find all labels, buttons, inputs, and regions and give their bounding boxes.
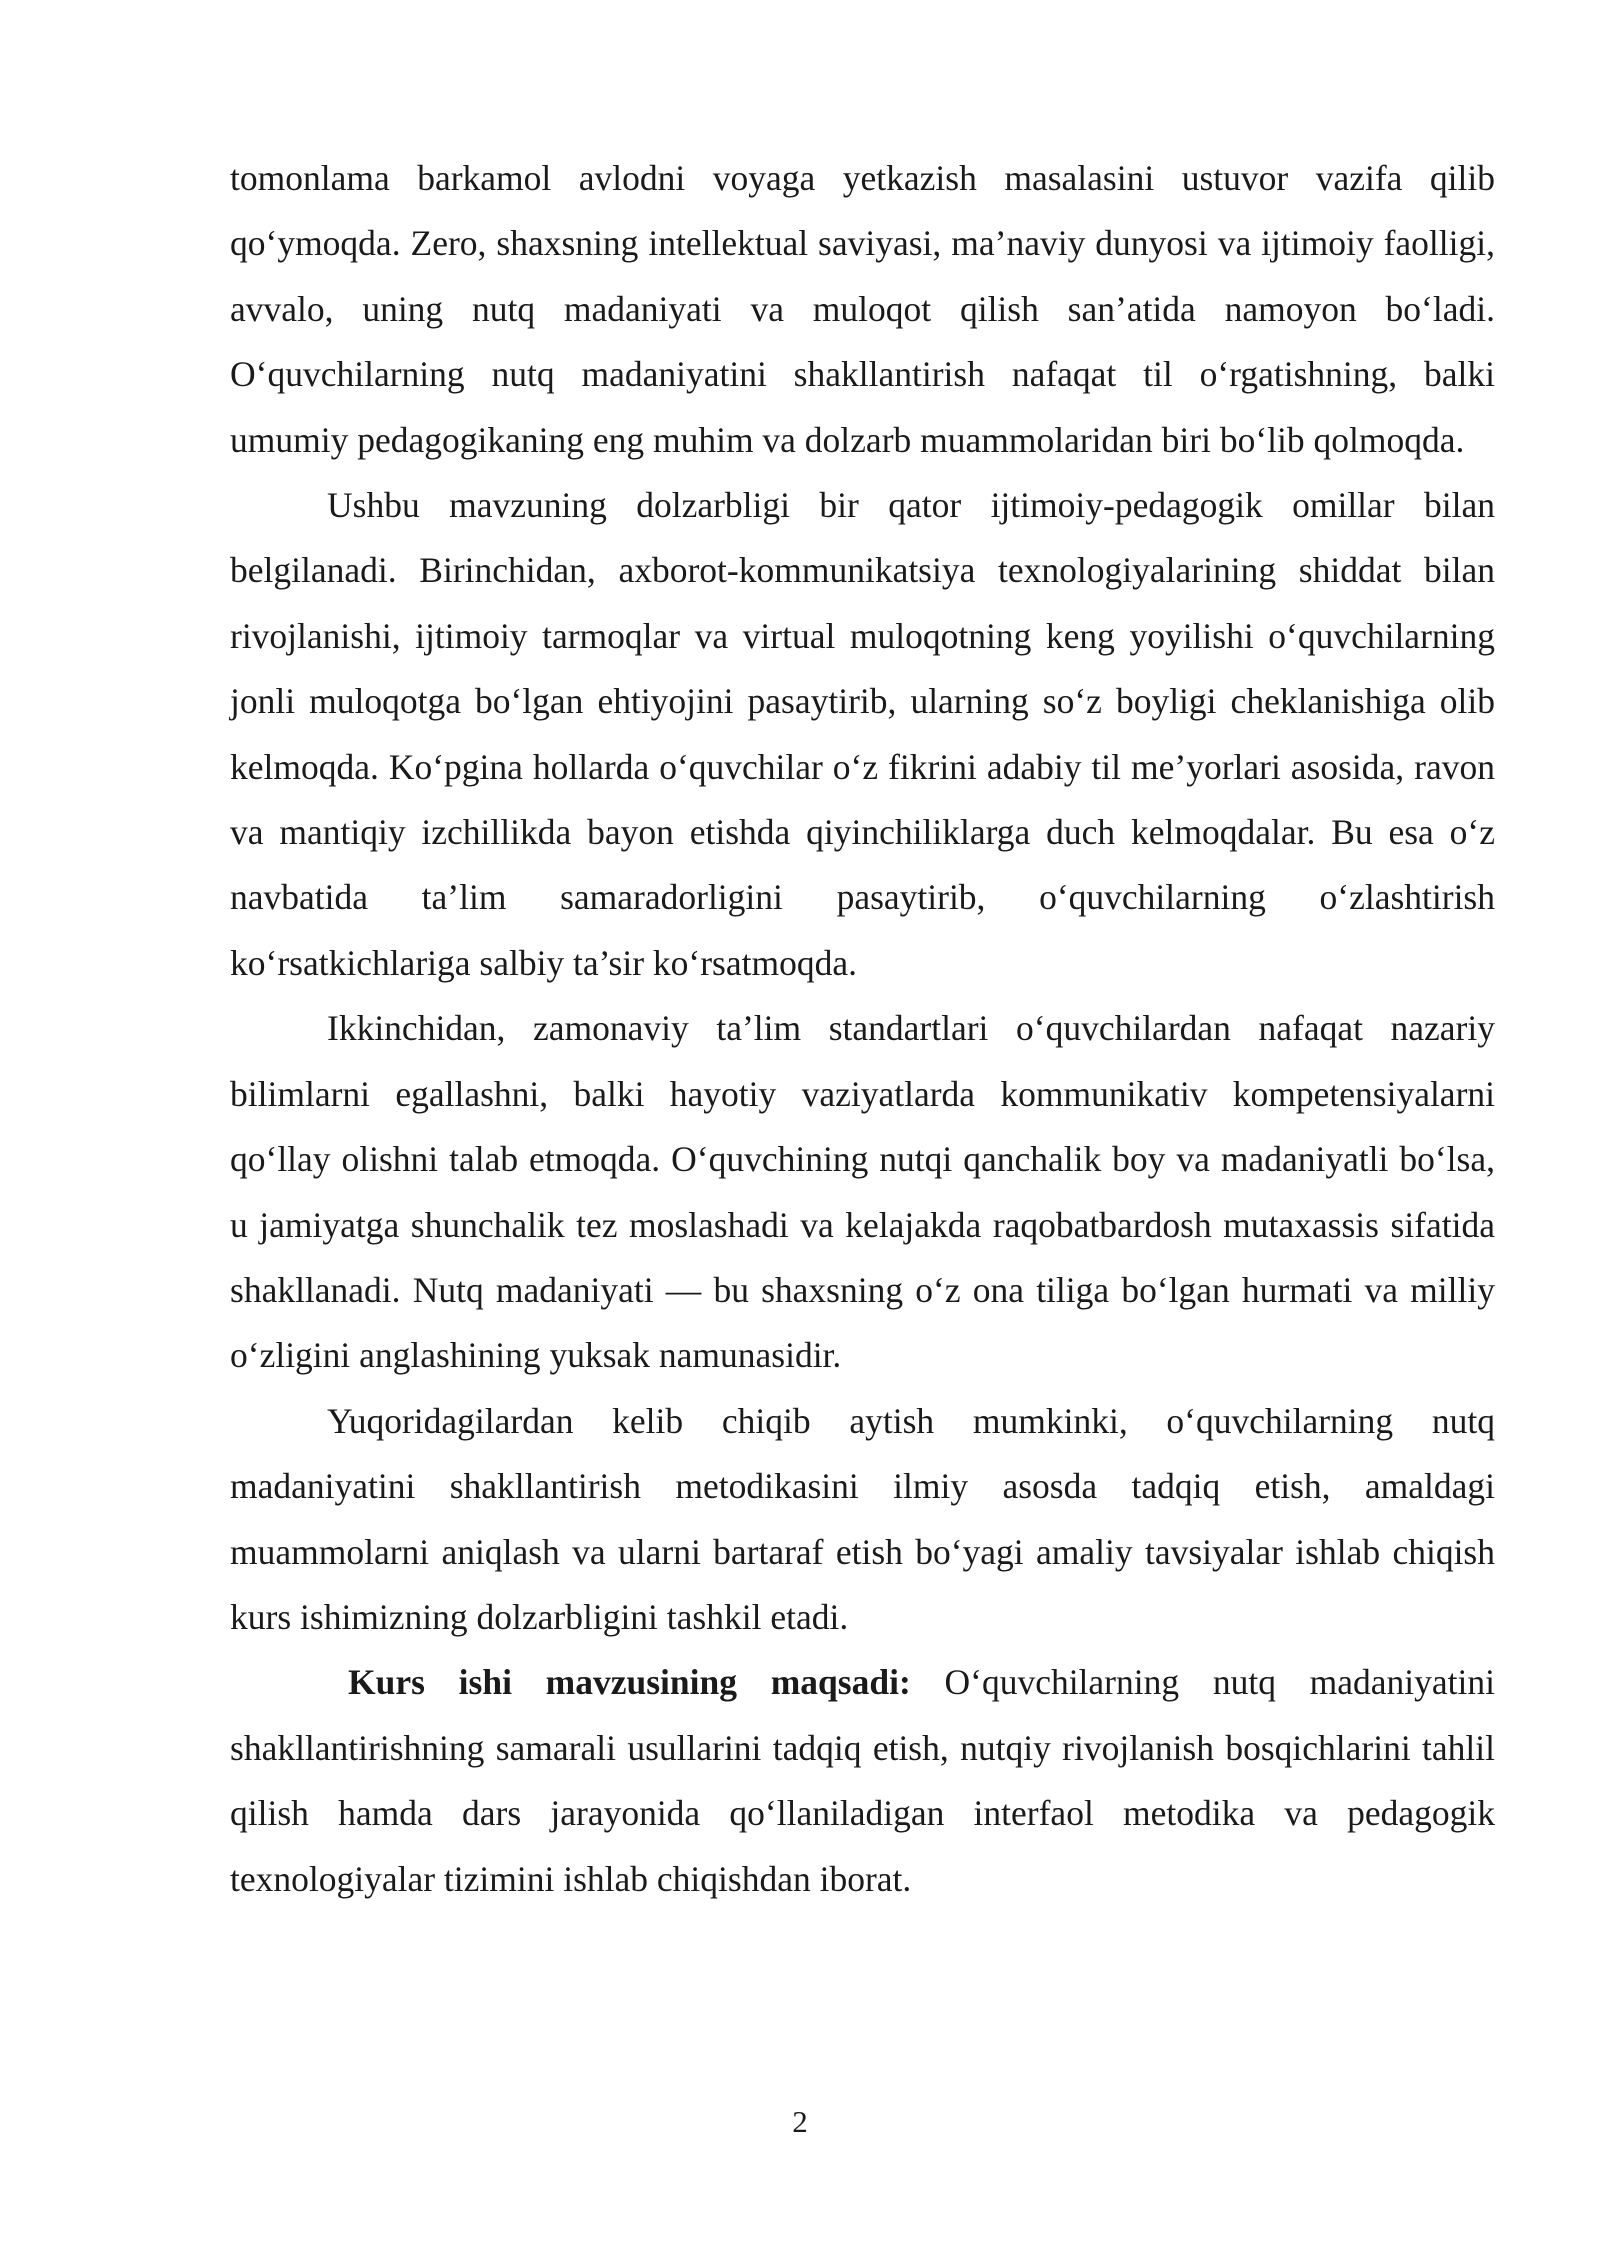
paragraph-second-reason: Ikkinchidan, zamonaviy ta’lim standartlari o‘quvchilardan nafaqat nazariy bilimlarni egallashni, balki hayotiy vaziyatlarda kommunikativ kompetensiyalarni qo‘llay olishni talab etmoqda. O‘quvchining nutqi qanchalik boy va madaniyatli bo‘lsa, u jamiyatga shunchalik tez moslashadi va kelajakda raqobatbardosh mutaxassis sifatida shakllanadi. Nutq madaniyati — bu shaxsning o‘z ona tiliga bo‘lgan hurmati va milliy o‘zligini anglashining yuksak namunasidir. (230, 1008, 1495, 1376)
paragraph-relevance: Ushbu mavzuning dolzarbligi bir qator ijtimoiy-pedagogik omillar bilan belgilanadi. Birinchidan, axborot-kommunikatsiya texnologiyalarining shiddat bilan rivojlanishi, ijtimoiy tarmoqlar va virtual muloqotning keng yoyilishi o‘quvchilarning jonli muloqotga bo‘lgan ehtiyojini pasaytirib, ularning so‘z boyligi cheklanishiga olib kelmoqda. Ko‘pgina hollarda o‘quvchilar o‘z fikrini adabiy til me’yorlari asosida, ravon va mantiqiy izchillikda bayon etishda qiyinchiliklarga duch kelmoqdalar. Bu esa o‘z navbatida ta’lim samaradorligini pasaytirib, o‘quvchilarning o‘zlashtirish ko‘rsatkichlariga salbiy ta’sir ko‘rsatmoqda. (230, 485, 1495, 983)
document-body (230, 146, 1495, 1912)
paragraph-intro-continuation: tomonlama barkamol avlodni voyaga yetkazish masalasini ustuvor vazifa qilib qo‘ymoqda. Zero, shaxsning intellektual saviyasi, ma’naviy dunyosi va ijtimoiy faolligi, avvalo, uning nutq madaniyati va muloqot qilish san’atida namoyon bo‘ladi. O‘quvchilarning nutq madaniyatini shakllantirish nafaqat til o‘rgatishning, balki umumiy pedagogikaning eng muhim va dolzarb muammolaridan biri bo‘lib qolmoqda. (230, 158, 1495, 460)
paragraph-conclusion: Yuqoridagilardan kelib chiqib aytish mumkinki, o‘quvchilarning nutq madaniyatini shakllantirish metodikasini ilmiy asosda tadqiq etish, amaldagi muammolarni aniqlash va ularni bartaraf etish bo‘yagi amaliy tavsiyalar ishlab chiqish kurs ishimizning dolzarbligini tashkil etadi. (230, 1400, 1495, 1637)
paragraph-goal (230, 1650, 1495, 1912)
goal-text: O‘quvchilarning nutq madaniyatini shakllantirishning samarali usullarini tadqiq etish, nutqiy rivojlanish bosqichlarini tahlil qilish hamda dars jarayonida qo‘llaniladigan interfaol metodika va pedagogik texnologiyalar tizimini ishlab chiqishdan iborat. (230, 1662, 1495, 1899)
goal-label: Kurs ishi mavzusining maqsadi: (348, 1662, 911, 1703)
page-number: 2 (792, 2104, 808, 2139)
